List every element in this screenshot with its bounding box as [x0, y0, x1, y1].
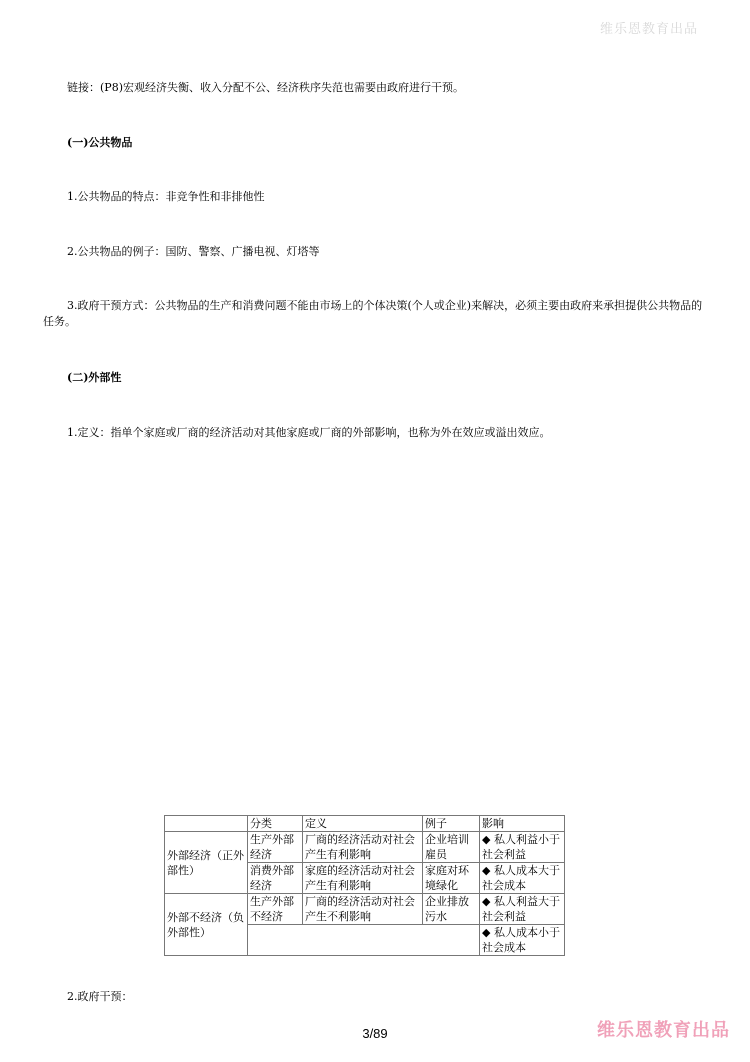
table-cell-example: 企业排放污水 — [423, 894, 480, 925]
table-cell-effect: ◆ 私人利益小于社会利益 — [480, 832, 565, 863]
externality-table — [164, 815, 565, 956]
page-number: 3/89 — [362, 1026, 388, 1041]
externality-definition: 1.定义：指单个家庭或厂商的经济活动对其他家庭或厂商的外部影响，也称为外在效应或溢出效应。 — [67, 426, 551, 439]
table-row — [165, 894, 565, 925]
table-cell-empty — [248, 925, 480, 956]
table-cell-effect: ◆ 私人成本大于社会成本 — [480, 863, 565, 894]
footer-logo: 维乐恩教育出品 — [597, 1020, 730, 1041]
table-header-category: 分类 — [248, 816, 303, 832]
negative-externality-label: 外部不经济（负外部性） — [165, 894, 248, 956]
table-cell-definition: 厂商的经济活动对社会产生有利影响 — [303, 832, 423, 863]
government-intervention-heading: 2.政府干预： — [67, 990, 133, 1003]
table-cell-category: 消费外部经济 — [248, 863, 303, 894]
table-header-effect: 影响 — [480, 816, 565, 832]
table-row — [165, 832, 565, 863]
table-cell-example: 企业培训雇员 — [423, 832, 480, 863]
table-cell-category: 生产外部不经济 — [248, 894, 303, 925]
section-heading-public-goods: (一)公共物品 — [67, 136, 133, 149]
table-header-example: 例子 — [423, 816, 480, 832]
public-goods-item-2: 2.公共物品的例子：国防、警察、广播电视、灯塔等 — [67, 245, 320, 258]
positive-externality-label: 外部经济（正外部性） — [165, 832, 248, 894]
table-cell-definition: 厂商的经济活动对社会产生不利影响 — [303, 894, 423, 925]
public-goods-item-3: 3.政府干预方式：公共物品的生产和消费问题不能由市场上的个体决策(个人或企业)来解决，必须主要由政府来承担提供公共物品的任务。 — [43, 299, 703, 328]
table-header-blank — [165, 816, 248, 832]
table-cell-effect: ◆ 私人成本小于社会成本 — [480, 925, 565, 956]
header-watermark: 维乐恩教育出品 — [599, 22, 698, 37]
link-paragraph: 链接：(P8)宏观经济失衡、收入分配不公、经济秩序失范也需要由政府进行干预。 — [67, 81, 464, 94]
table-cell-category: 生产外部经济 — [248, 832, 303, 863]
table-cell-example: 家庭对环境绿化 — [423, 863, 480, 894]
table-header-row — [165, 816, 565, 832]
public-goods-item-1: 1.公共物品的特点：非竞争性和非排他性 — [67, 190, 265, 203]
table-header-definition: 定义 — [303, 816, 423, 832]
table-cell-effect: ◆ 私人利益大于社会利益 — [480, 894, 565, 925]
section-heading-externality: (二)外部性 — [67, 371, 122, 384]
table-cell-definition: 家庭的经济活动对社会产生有利影响 — [303, 863, 423, 894]
